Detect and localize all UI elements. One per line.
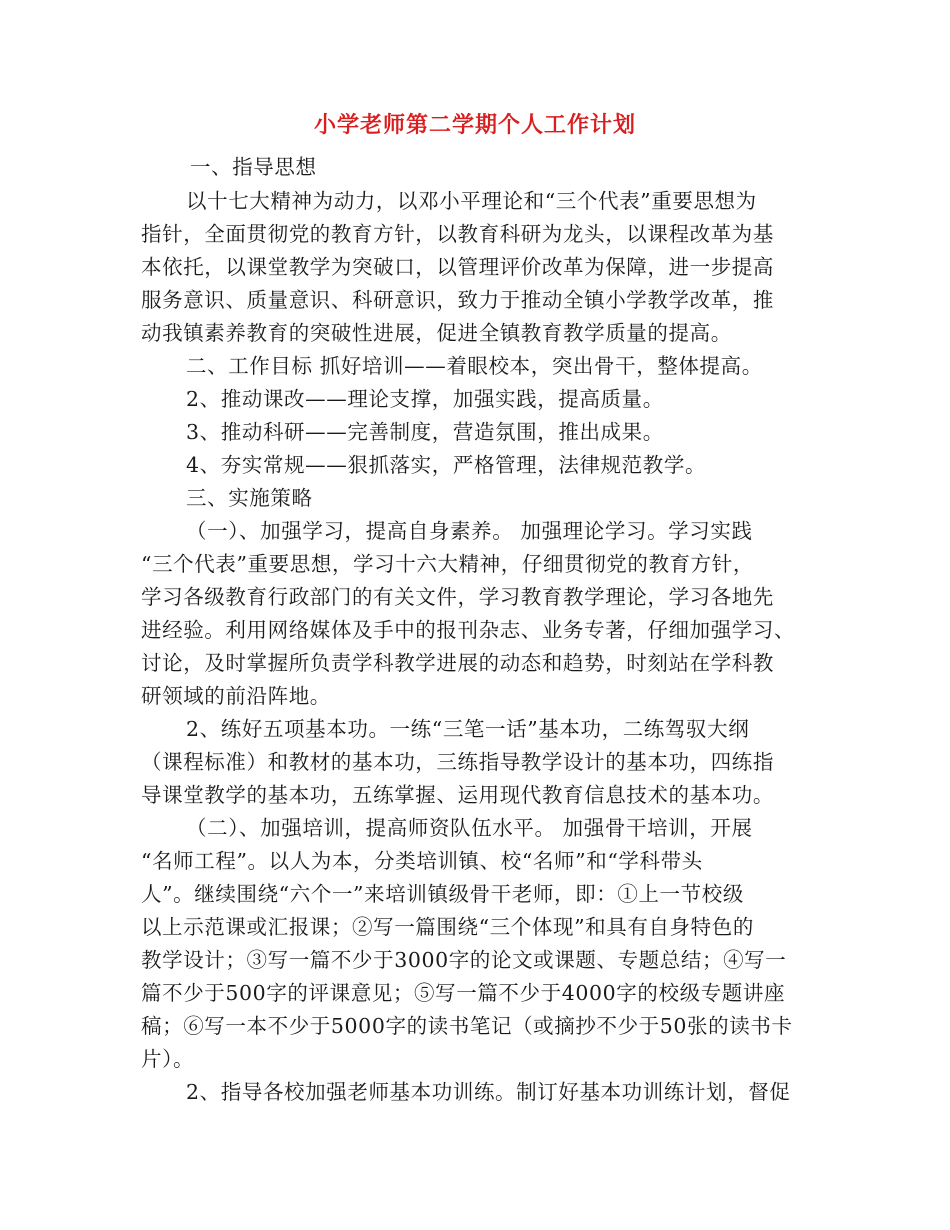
paragraph-line: 人”。继续围绕“六个一”来培训镇级骨干老师，即：①上一节校级	[141, 882, 744, 906]
paragraph-line: 导课堂教学的基本功，五练掌握、运用现代教育信息技术的基本功。	[141, 783, 774, 807]
paragraph-line: 稿；⑥写一本不少于5000字的读书笔记（或摘抄不少于50张的读书卡	[141, 1014, 793, 1038]
paragraph-line: 研领域的前沿阵地。	[141, 684, 331, 708]
paragraph-line: 讨论，及时掌握所负责学科教学进展的动态和趋势，时刻站在学科教	[141, 651, 774, 675]
paragraph-line: 以十七大精神为动力，以邓小平理论和“三个代表”重要思想为	[186, 189, 757, 213]
paragraph-line: （课程标准）和教材的基本功，三练指导教学设计的基本功，四练指	[141, 750, 774, 774]
page-title: 小学老师第二学期个人工作计划	[313, 112, 636, 138]
section-heading: 三、实施策略	[186, 486, 313, 510]
paragraph-line: 2、指导各校加强老师基本功训练。制订好基本功训练计划，督促	[186, 1080, 791, 1104]
paragraph-line: 本依托，以课堂教学为突破口，以管理评价改革为保障，进一步提高	[141, 255, 774, 279]
paragraph-line: “名师工程”。以人为本，分类培训镇、校“名师”和“学科带头	[141, 849, 703, 873]
section-heading: 二、工作目标 抓好培训——着眼校本，突出骨干，整体提高。	[186, 354, 763, 378]
paragraph-line: “三个代表”重要思想，学习十六大精神，仔细贯彻党的教育方针，	[141, 552, 754, 576]
list-item: 3、推动科研——完善制度，营造氛围，推出成果。	[186, 420, 664, 444]
paragraph-line: 学习各级教育行政部门的有关文件，学习教育教学理论，学习各地先	[141, 585, 774, 609]
paragraph-line: （二）、加强培训，提高师资队伍水平。 加强骨干培训，开展	[186, 816, 753, 840]
section-heading: 一、指导思想	[190, 155, 317, 179]
paragraph-line: （一）、加强学习，提高自身素养。 加强理论学习。学习实践	[186, 519, 753, 543]
list-item: 4、夯实常规——狠抓落实，严格管理，法律规范教学。	[186, 453, 707, 477]
paragraph-line: 进经验。利用网络媒体及手中的报刊杂志、业务专著，仔细加强学习、	[141, 618, 796, 642]
paragraph-line: 服务意识、质量意识、科研意识，致力于推动全镇小学教学改革，推	[141, 288, 774, 312]
paragraph-line: 指针，全面贯彻党的教育方针，以教育科研为龙头，以课程改革为基	[141, 222, 774, 246]
paragraph-line: 动我镇素养教育的突破性进展，促进全镇教育教学质量的提高。	[141, 321, 732, 345]
paragraph-line: 片）。	[141, 1047, 195, 1071]
paragraph-line: 以上示范课或汇报课；②写一篇围绕“三个体现”和具有自身特色的	[141, 915, 754, 939]
list-item: 2、推动课改——理论支撑，加强实践，提高质量。	[186, 387, 664, 411]
paragraph-line: 教学设计；③写一篇不少于3000字的论文或课题、专题总结；④写一	[141, 948, 787, 972]
paragraph-line: 篇不少于500字的评课意见；⑤写一篇不少于4000字的校级专题讲座	[141, 981, 786, 1005]
paragraph-line: 2、练好五项基本功。一练“三笔一话”基本功，二练驾驭大纲	[186, 717, 750, 741]
